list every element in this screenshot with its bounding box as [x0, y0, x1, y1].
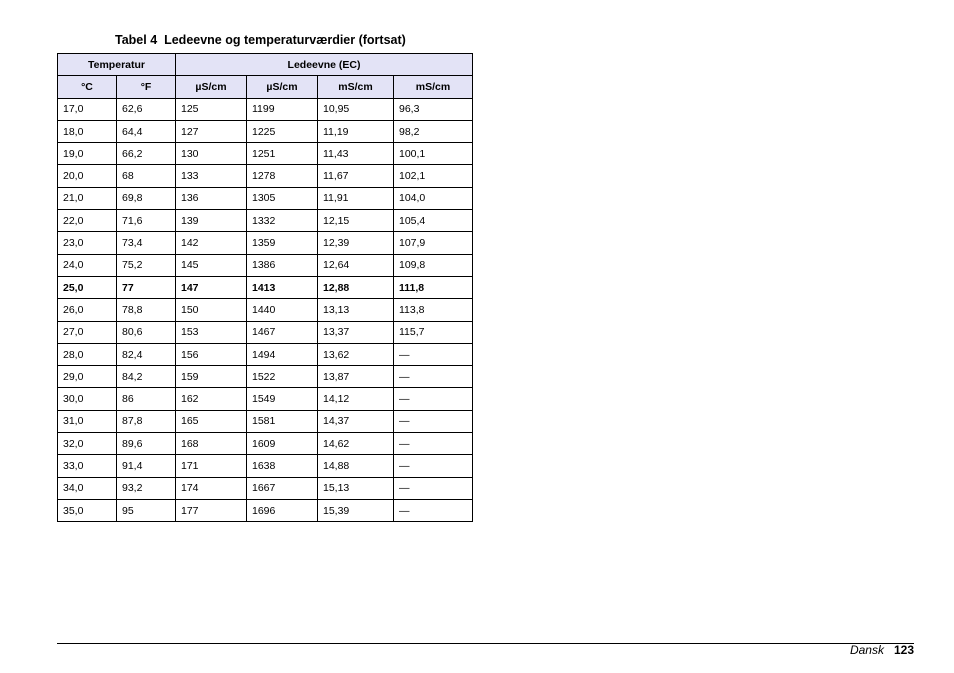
table-cell: 31,0: [58, 410, 117, 432]
unit-header-row: [58, 76, 473, 98]
table-cell: 68: [117, 165, 176, 187]
table-cell: 33,0: [58, 455, 117, 477]
header-ms-cm: mS/cm: [394, 76, 473, 98]
table-caption: Tabel 4 Ledeevne og temperaturværdier (fortsat): [115, 33, 406, 47]
table-cell: 15,39: [318, 499, 394, 521]
table-cell: —: [394, 366, 473, 388]
table-cell: 22,0: [58, 210, 117, 232]
header-celsius: °C: [58, 76, 117, 98]
table-cell: 1696: [247, 499, 318, 521]
header-temperature: Temperatur: [58, 54, 176, 76]
table-cell: 12,88: [318, 276, 394, 298]
table-row: [58, 299, 473, 321]
table-cell: 1638: [247, 455, 318, 477]
table-cell: 64,4: [117, 120, 176, 142]
table-cell: 1199: [247, 98, 318, 120]
table-cell: 26,0: [58, 299, 117, 321]
table-cell: 86: [117, 388, 176, 410]
table-row: [58, 120, 473, 142]
table-cell: 1413: [247, 276, 318, 298]
table-row: [58, 143, 473, 165]
table-row: [58, 98, 473, 120]
table-cell: —: [394, 477, 473, 499]
table-cell: 1467: [247, 321, 318, 343]
table-cell: 1225: [247, 120, 318, 142]
conductivity-temperature-table: [57, 53, 473, 522]
table-cell: 150: [176, 299, 247, 321]
table-cell: 115,7: [394, 321, 473, 343]
table-cell: 98,2: [394, 120, 473, 142]
table-cell: 100,1: [394, 143, 473, 165]
table-cell: 10,95: [318, 98, 394, 120]
table-cell: 139: [176, 210, 247, 232]
table-cell: 23,0: [58, 232, 117, 254]
group-header-row: [58, 54, 473, 76]
table-cell: 35,0: [58, 499, 117, 521]
table-cell: 21,0: [58, 187, 117, 209]
table-cell: —: [394, 499, 473, 521]
header-fahrenheit: °F: [117, 76, 176, 98]
table-cell: 127: [176, 120, 247, 142]
table-cell: 1332: [247, 210, 318, 232]
table-cell: 107,9: [394, 232, 473, 254]
table-cell: 15,13: [318, 477, 394, 499]
table-row: [58, 232, 473, 254]
table-cell: 145: [176, 254, 247, 276]
table-cell: 109,8: [394, 254, 473, 276]
table-cell: 1581: [247, 410, 318, 432]
footer-divider: [57, 643, 914, 644]
table-row: [58, 210, 473, 232]
table-cell: 13,37: [318, 321, 394, 343]
table-cell: 20,0: [58, 165, 117, 187]
table-cell: —: [394, 343, 473, 365]
table-cell: 11,91: [318, 187, 394, 209]
table-cell: 156: [176, 343, 247, 365]
header-ms-cm: mS/cm: [318, 76, 394, 98]
page-number: 123: [893, 643, 914, 657]
table-cell: 77: [117, 276, 176, 298]
table-cell: 171: [176, 455, 247, 477]
table-cell: 14,12: [318, 388, 394, 410]
table-cell: —: [394, 388, 473, 410]
table-cell: 1494: [247, 343, 318, 365]
table-cell: 19,0: [58, 143, 117, 165]
table-row: [58, 477, 473, 499]
table-cell: 66,2: [117, 143, 176, 165]
table-cell: 1609: [247, 433, 318, 455]
table-cell: 13,13: [318, 299, 394, 321]
table-cell: 95: [117, 499, 176, 521]
table-cell: 14,88: [318, 455, 394, 477]
table-cell: 1359: [247, 232, 318, 254]
table-cell: 105,4: [394, 210, 473, 232]
table-cell: 159: [176, 366, 247, 388]
table-cell: —: [394, 433, 473, 455]
table-cell: 73,4: [117, 232, 176, 254]
table-cell: 111,8: [394, 276, 473, 298]
table-row: [58, 165, 473, 187]
table-cell: 142: [176, 232, 247, 254]
table-row: [58, 499, 473, 521]
table-cell: 113,8: [394, 299, 473, 321]
header-conductivity: Ledeevne (EC): [176, 54, 473, 76]
table-cell: 11,43: [318, 143, 394, 165]
table-row: [58, 455, 473, 477]
table-cell: 133: [176, 165, 247, 187]
table-cell: 93,2: [117, 477, 176, 499]
table-row: [58, 366, 473, 388]
table-cell: 27,0: [58, 321, 117, 343]
table-cell: 32,0: [58, 433, 117, 455]
table-cell: 78,8: [117, 299, 176, 321]
table-cell: 162: [176, 388, 247, 410]
table-cell: 28,0: [58, 343, 117, 365]
table-cell: 30,0: [58, 388, 117, 410]
header-us-cm: µS/cm: [247, 76, 318, 98]
table-cell: 12,15: [318, 210, 394, 232]
table-cell: 1251: [247, 143, 318, 165]
table-cell: 62,6: [117, 98, 176, 120]
table-cell: 136: [176, 187, 247, 209]
table-cell: 12,64: [318, 254, 394, 276]
table-cell: 89,6: [117, 433, 176, 455]
table-cell: 11,67: [318, 165, 394, 187]
table-cell: 71,6: [117, 210, 176, 232]
table-cell: 174: [176, 477, 247, 499]
table-cell: 104,0: [394, 187, 473, 209]
table-cell: 168: [176, 433, 247, 455]
table-row: [58, 254, 473, 276]
table-cell: 69,8: [117, 187, 176, 209]
table-cell: 102,1: [394, 165, 473, 187]
table-cell: 13,87: [318, 366, 394, 388]
table-cell: 25,0: [58, 276, 117, 298]
table-cell: 14,37: [318, 410, 394, 432]
table-cell: 18,0: [58, 120, 117, 142]
table-cell: 34,0: [58, 477, 117, 499]
table-cell: —: [394, 410, 473, 432]
table-cell: 80,6: [117, 321, 176, 343]
table-row: [58, 187, 473, 209]
table-row: [58, 276, 473, 298]
table-cell: 1305: [247, 187, 318, 209]
table-cell: 96,3: [394, 98, 473, 120]
table-row: [58, 410, 473, 432]
table-cell: 14,62: [318, 433, 394, 455]
footer-language: Dansk: [849, 643, 884, 657]
table-cell: 1667: [247, 477, 318, 499]
table-row: [58, 433, 473, 455]
table-body: [58, 98, 473, 522]
table-cell: 1278: [247, 165, 318, 187]
table-cell: 12,39: [318, 232, 394, 254]
table-cell: 165: [176, 410, 247, 432]
table-cell: 13,62: [318, 343, 394, 365]
table-cell: 130: [176, 143, 247, 165]
table-cell: 24,0: [58, 254, 117, 276]
table-cell: 75,2: [117, 254, 176, 276]
table-cell: 17,0: [58, 98, 117, 120]
table-cell: 29,0: [58, 366, 117, 388]
table-cell: 177: [176, 499, 247, 521]
table-cell: 1549: [247, 388, 318, 410]
table-row: [58, 321, 473, 343]
table-cell: 125: [176, 98, 247, 120]
header-us-cm: µS/cm: [176, 76, 247, 98]
table-cell: —: [394, 455, 473, 477]
table-cell: 1522: [247, 366, 318, 388]
table-cell: 91,4: [117, 455, 176, 477]
table-row: [58, 388, 473, 410]
table-cell: 11,19: [318, 120, 394, 142]
table-row: [58, 343, 473, 365]
table-cell: 1440: [247, 299, 318, 321]
table-cell: 153: [176, 321, 247, 343]
table-cell: 87,8: [117, 410, 176, 432]
table-cell: 1386: [247, 254, 318, 276]
table-cell: 147: [176, 276, 247, 298]
table-cell: 82,4: [117, 343, 176, 365]
page-footer: [850, 643, 914, 657]
table-cell: 84,2: [117, 366, 176, 388]
